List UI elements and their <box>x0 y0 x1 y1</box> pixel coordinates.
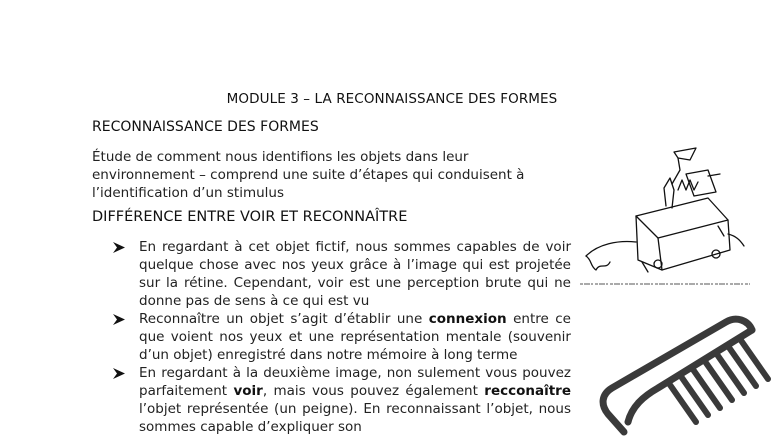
section-title: RECONNAISSANCE DES FORMES <box>92 119 319 135</box>
arrowhead-bullet-icon <box>113 314 125 325</box>
bullet-bold-term: voir <box>233 383 263 399</box>
bullet-item <box>112 238 571 310</box>
bullet-list <box>112 238 571 436</box>
bullet-bold-term: connexion <box>428 311 507 327</box>
image-caption-line <box>580 282 750 286</box>
arrowhead-bullet-icon <box>113 242 125 253</box>
bullet-bold-term: recconaître <box>484 383 571 399</box>
bullet-item <box>112 310 571 364</box>
intro-paragraph: Étude de comment nous identifions les objets dans leur environnement – comprend une suite d’étapes qui conduisent à l’identification d’un stimulus <box>92 149 525 201</box>
module-title: MODULE 3 – LA RECONNAISSANCE DES FORMES <box>226 91 558 107</box>
difference-title: DIFFÉRENCE ENTRE VOIR ET RECONNAÎTRE <box>92 209 408 225</box>
bullet-text: l’objet représentée (un peigne). En reconnaissant l’objet, nous sommes capable d’expliquer son <box>139 401 571 435</box>
fictional-machine-illustration <box>578 130 754 280</box>
comb-illustration <box>598 310 778 441</box>
bullet-text: Reconnaître un objet s’agit d’établir une <box>139 311 429 327</box>
bullet-text: En regardant à la deuxième image, non sulement vous pouvez parfaitement <box>139 365 571 399</box>
bullet-text: , mais vous pouvez également <box>262 383 485 399</box>
arrowhead-bullet-icon <box>113 368 125 379</box>
bullet-text: entre ce que voient nos yeux et une représentation mentale (souvenir d’un objet) enregistré dans notre mémoire à long terme <box>139 311 571 363</box>
bullet-item <box>112 364 571 436</box>
bullet-text: En regardant à cet objet fictif, nous sommes capables de voir quelque chose avec nos yeux grâce à l’image qui est projetée sur la rétine. Cependant, voir est une perception brute qui ne donne pas de sens à ce qui est vu <box>139 239 571 309</box>
